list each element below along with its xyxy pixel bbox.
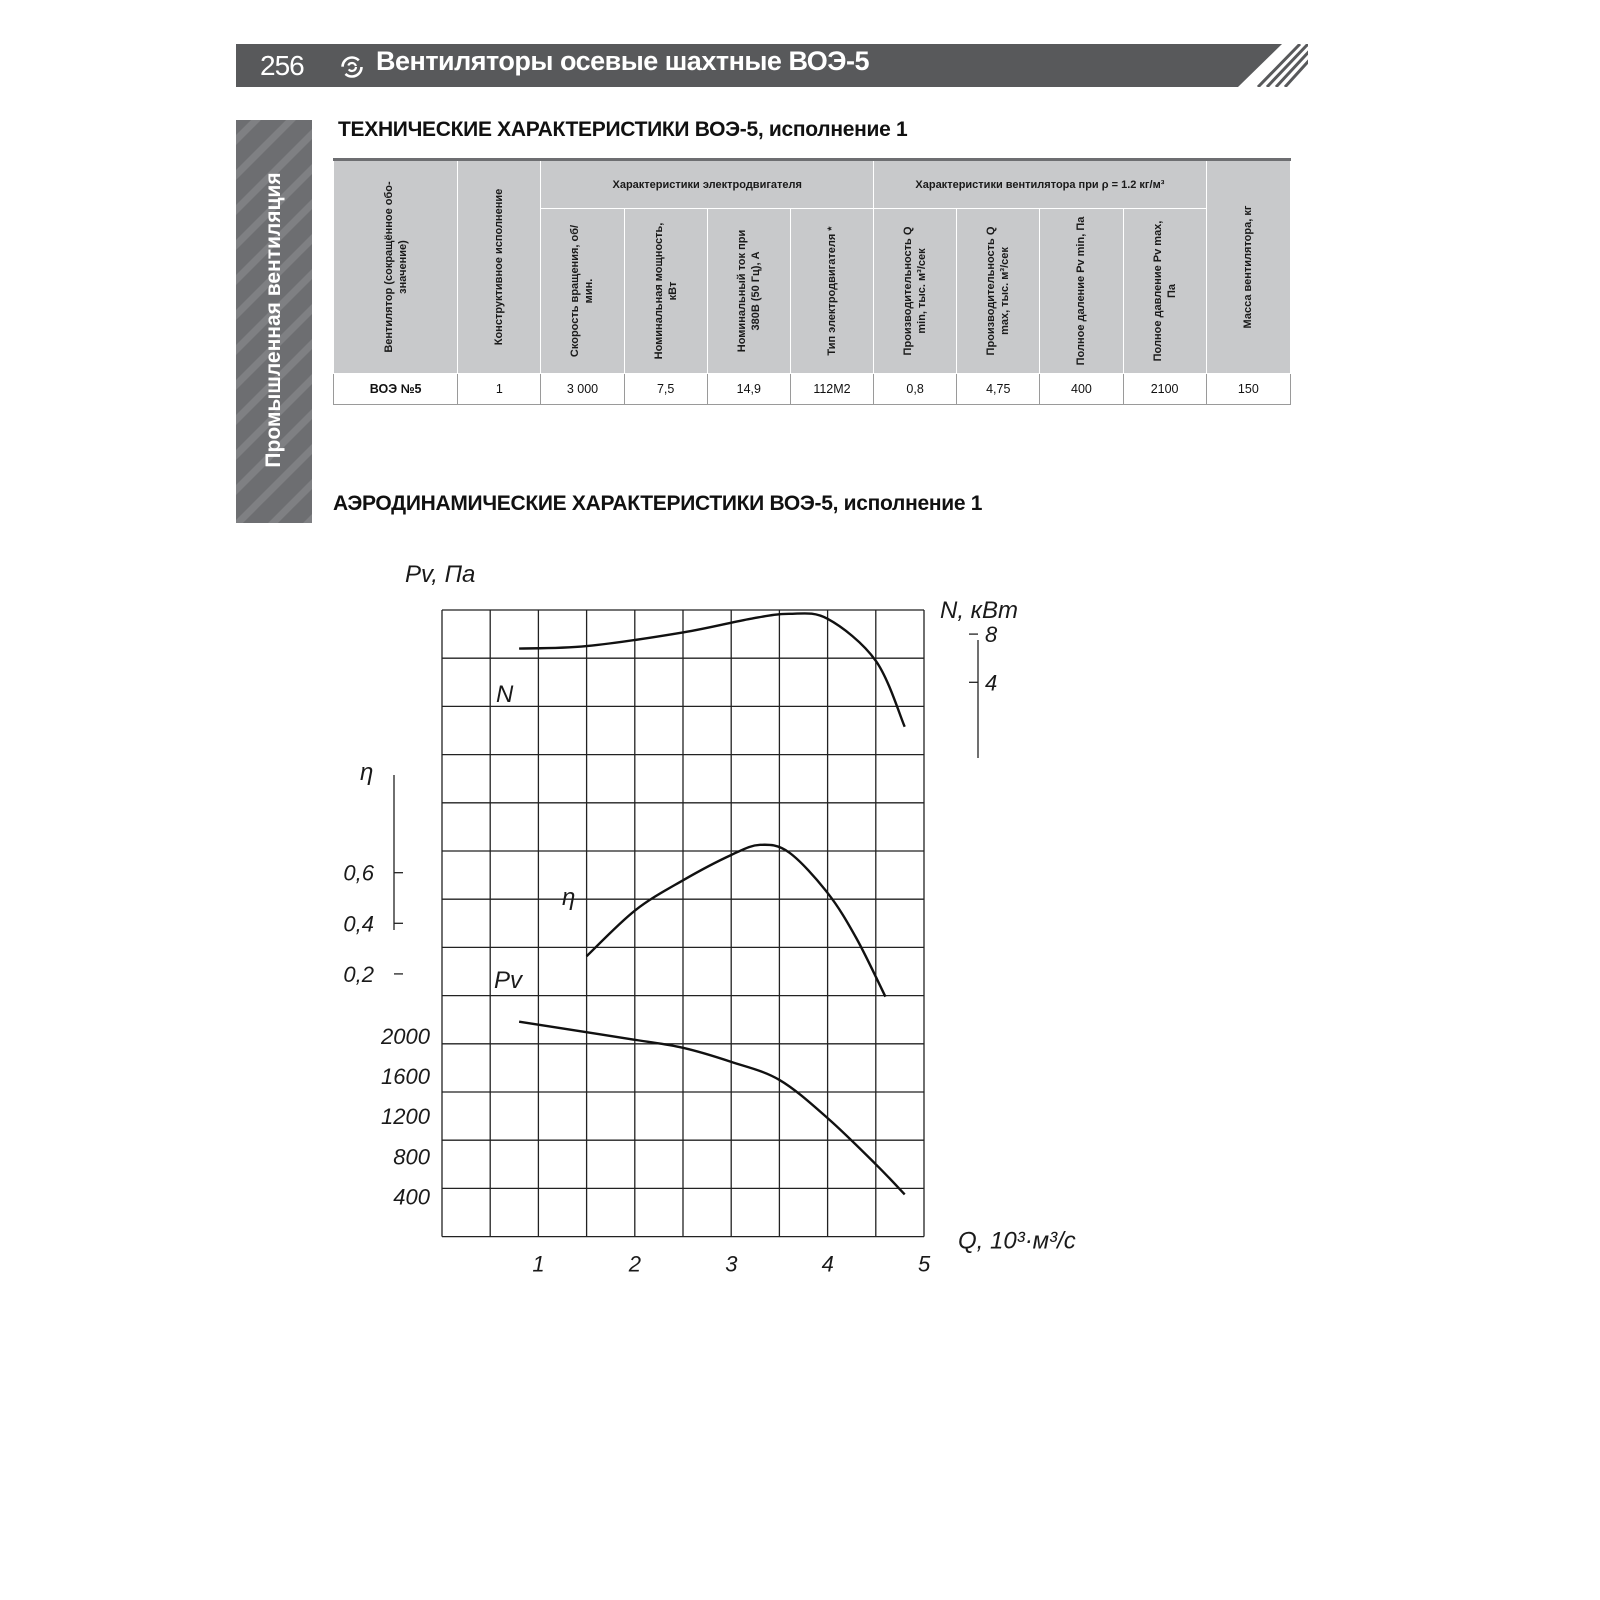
pv-tick-label: 1200 bbox=[381, 1104, 430, 1130]
series-line-pv bbox=[519, 1022, 905, 1195]
cell-current: 14,9 bbox=[707, 374, 790, 405]
y-axis-label-n: N, кВт bbox=[940, 597, 1018, 624]
n-tick-label: 8 bbox=[985, 622, 998, 648]
chart-grid bbox=[442, 610, 924, 1237]
cell-q-min: 0,8 bbox=[874, 374, 957, 405]
page-title: Вентиляторы осевые шахтные ВОЭ-5 bbox=[376, 46, 869, 76]
header-fan-group: Характеристики вентилятора при ρ = 1.2 кг/м³ bbox=[874, 160, 1207, 209]
pv-tick-label: 1600 bbox=[381, 1063, 430, 1089]
eta-tick-label: 0,6 bbox=[343, 860, 374, 886]
chart-axes bbox=[394, 634, 978, 974]
cell-construction: 1 bbox=[458, 374, 541, 405]
cell-fan: ВОЭ №5 bbox=[334, 374, 458, 405]
header-motor-group: Характеристики электродвигателя bbox=[541, 160, 874, 209]
pv-tick-label: 2000 bbox=[381, 1023, 430, 1049]
aero-section-title: АЭРОДИНАМИЧЕСКИЕ ХАРАКТЕРИСТИКИ ВОЭ-5, исполнение 1 bbox=[333, 492, 983, 515]
header-motor-type: Тип электродвигателя * bbox=[790, 209, 873, 374]
series-line-n bbox=[519, 613, 905, 726]
cell-pv-max: 2100 bbox=[1123, 374, 1206, 405]
chart-labels bbox=[343, 561, 1075, 1277]
series-label: η bbox=[562, 884, 576, 911]
header-current: Номинальный ток при 380В (50 Гц), А bbox=[707, 209, 790, 374]
eta-tick-label: 0,4 bbox=[343, 911, 374, 937]
x-tick-label: 3 bbox=[725, 1251, 738, 1277]
page-number: 256 bbox=[260, 50, 304, 81]
y-axis-label-eta: η bbox=[360, 759, 374, 786]
cell-pv-min: 400 bbox=[1040, 374, 1123, 405]
series-line-eta bbox=[587, 845, 886, 997]
header-fan: Вентилятор (сокращённое обо-значение) bbox=[334, 160, 458, 374]
cell-q-max: 4,75 bbox=[957, 374, 1040, 405]
x-tick-label: 5 bbox=[918, 1251, 931, 1277]
x-tick-label: 2 bbox=[628, 1251, 642, 1277]
cell-power: 7,5 bbox=[624, 374, 707, 405]
header-pv-min: Полное даление Pv min, Па bbox=[1040, 209, 1123, 374]
cell-mass: 150 bbox=[1206, 374, 1290, 405]
header-construction: Конструктивное исполнение bbox=[458, 160, 541, 374]
x-axis-label: Q, 10³·м³/с bbox=[958, 1227, 1076, 1255]
side-tab-label: Промышленная вентиляция bbox=[262, 172, 285, 468]
x-tick-label: 1 bbox=[532, 1251, 545, 1277]
header-pv-max: Полное давление Pv max, Па bbox=[1123, 209, 1206, 374]
header-q-min: Производительность Q min, тыс. м³/сек bbox=[874, 209, 957, 374]
pv-tick-label: 400 bbox=[393, 1184, 430, 1210]
eta-tick-label: 0,2 bbox=[343, 961, 374, 987]
header-q-max: Производительность Q max, тыс. м³/сек bbox=[957, 209, 1040, 374]
tech-section-title: ТЕХНИЧЕСКИЕ ХАРАКТЕРИСТИКИ ВОЭ-5, исполнение 1 bbox=[338, 118, 908, 141]
series-label: N bbox=[496, 681, 514, 708]
pv-tick-label: 800 bbox=[393, 1144, 430, 1170]
cell-speed: 3 000 bbox=[541, 374, 624, 405]
series-label: Pv bbox=[494, 967, 523, 994]
header-mass: Масса вентилятора, кг bbox=[1206, 160, 1290, 374]
cell-motor-type: 112М2 bbox=[790, 374, 873, 405]
x-tick-label: 4 bbox=[821, 1251, 834, 1277]
header-power: Номинальная мощность, кВт bbox=[624, 209, 707, 374]
n-tick-label: 4 bbox=[985, 670, 998, 696]
chart-curves bbox=[519, 613, 905, 1194]
header-speed: Скорость вращения, об/мин. bbox=[541, 209, 624, 374]
y-axis-label-pv: Pv, Па bbox=[405, 561, 476, 588]
